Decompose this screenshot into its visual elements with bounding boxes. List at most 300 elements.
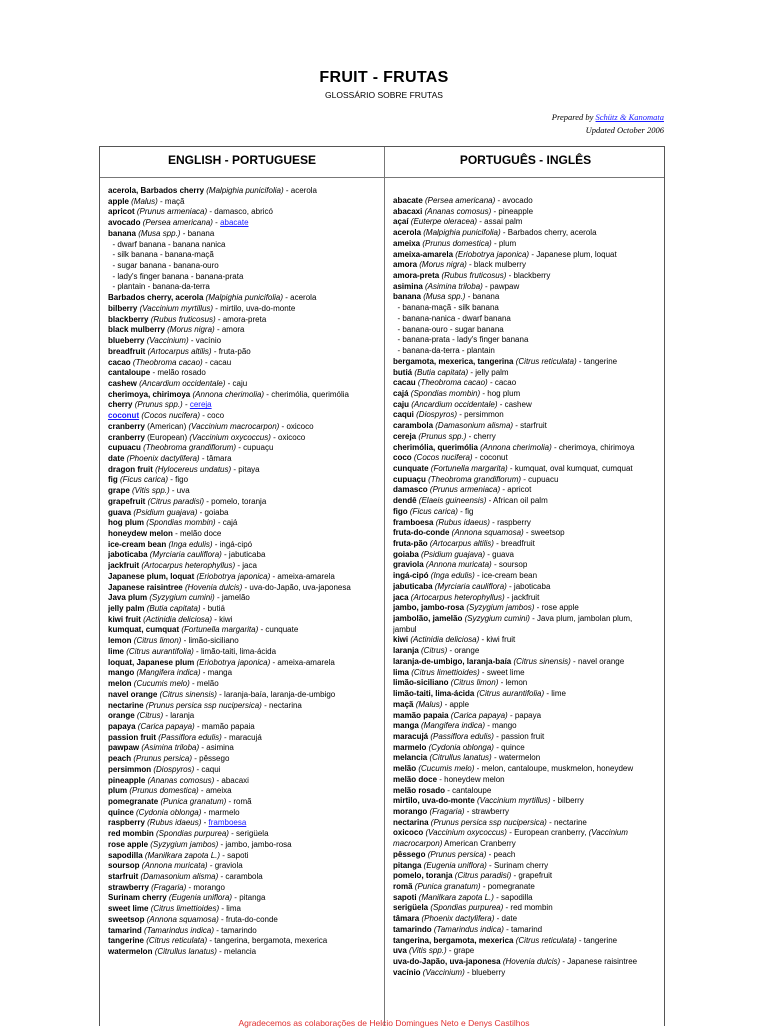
entry-scientific-name: (Vaccinium oxycoccus) [423, 828, 507, 838]
entry-term: romã [393, 882, 413, 891]
glossary-entry [393, 260, 663, 271]
entry-scientific-name: (Punica granatum) [158, 796, 227, 806]
entry-translation: - cupuaçu [236, 443, 274, 453]
entry-scientific-name: (Citrus aurantifolia) [124, 646, 194, 656]
entry-term: laranja-de-umbigo, laranja-baía [393, 656, 512, 666]
glossary-entry [108, 529, 380, 540]
entry-scientific-name: (Theobroma cacao) [130, 357, 203, 367]
entry-term: kiwi [393, 635, 409, 645]
entry-translation: - jackfruit [504, 592, 540, 602]
entry-translation: - apple [442, 699, 470, 709]
entry-scientific-name: (Malpighia punicifolia) [204, 186, 284, 195]
entry-translation: - kiwi fruit [479, 635, 516, 645]
entry-scientific-name: (Morus nigra) [164, 325, 215, 335]
entry-translation: - breadfruit [493, 539, 535, 548]
entry-term: Barbados cherry, acerola [108, 293, 204, 303]
entry-term: soursop [108, 861, 140, 871]
entry-term: orange [108, 711, 135, 721]
entry-scientific-name: (Prunus spp.) [416, 431, 467, 441]
entry-translation: - jaboticaba [506, 581, 551, 591]
entry-scientific-name: (Ficus carica) [117, 475, 169, 485]
entry-term: banana [108, 228, 137, 238]
entry-scientific-name: (Citrullus lanatus) [152, 947, 217, 957]
glossary-entry [108, 550, 380, 561]
entry-scientific-name: (Prunus domestica) [420, 238, 492, 248]
entry-translation: - rose apple [534, 603, 579, 613]
glossary-entry [393, 882, 663, 893]
entry-term: blueberry [108, 336, 145, 346]
entry-scientific-name: (Asimina triloba) [422, 281, 483, 291]
entry-scientific-name: (Artocarpus heterophyllus) [139, 561, 236, 571]
entry-translation: - uva-do-Japão, uva-japonesa [242, 582, 351, 592]
entry-scientific-name: (Prunus spp.) [132, 400, 183, 410]
entry-scientific-name: (Myrciaria cauliflora) [147, 550, 222, 560]
glossary-entry [108, 872, 380, 883]
entry-term: jambo, jambo-rosa [393, 603, 465, 613]
entry-translation: - acerola [283, 186, 317, 195]
entry-text: jambul [393, 624, 417, 634]
entry-translation: - cacau [202, 357, 232, 367]
entry-term: pomelo, toranja [393, 871, 453, 881]
entry-scientific-name: (Vaccinium) [144, 336, 189, 346]
glossary-entry [393, 743, 663, 754]
entry-translation: - melão rosado [150, 368, 206, 378]
glossary-entry [108, 818, 380, 829]
entry-translation: - damasco, abricó [207, 207, 273, 217]
entry-term: abacate [393, 196, 423, 205]
glossary-entry [393, 335, 663, 346]
glossary-entry [393, 903, 663, 914]
glossary-entry [108, 368, 380, 379]
entry-translation: - quince [493, 742, 525, 752]
entry-term: jelly palm [108, 604, 145, 614]
entry-term: cunquate [393, 463, 429, 473]
entry-term: Java plum [108, 593, 148, 603]
glossary-entry [108, 915, 380, 926]
glossary-table [99, 146, 665, 1026]
entry-scientific-name: (Morus nigra) [417, 260, 467, 270]
entry-translation: - Japanese plum, loquat [529, 249, 617, 259]
entry-scientific-name: (Prunus domestica) [127, 786, 199, 796]
glossary-entry [108, 358, 380, 369]
entry-qualifier: (European) [144, 432, 190, 442]
entry-scientific-name: (Malus) [128, 196, 158, 206]
entry-term: Surinam cherry [108, 893, 167, 903]
entry-term: marmelo [393, 742, 427, 752]
entry-scientific-name: (Citrus limettioides) [409, 667, 480, 677]
glossary-entry [108, 433, 380, 444]
entry-translation-link[interactable]: abacate [220, 218, 249, 228]
entry-term: bergamota, mexerica, tangerina [393, 356, 514, 366]
entry-scientific-name: (Fragaria) [427, 806, 465, 816]
entry-term: lime [108, 646, 125, 656]
glossary-entry [393, 410, 663, 421]
entry-scientific-name: (Tamarindus indica) [431, 924, 504, 934]
glossary-entry [393, 314, 663, 325]
glossary-entry [393, 786, 663, 797]
entry-term: carambola [393, 421, 434, 431]
entry-text: - silk banana - banana-maçã [108, 250, 214, 260]
entry-scientific-name: (Cocos nucifera) [411, 453, 473, 463]
entry-translation: - pitanga [232, 893, 266, 903]
entry-term: acerola, Barbados cherry [108, 186, 205, 195]
entry-translation: - avocado [495, 196, 533, 205]
entry-term: asimina [393, 281, 423, 291]
entry-scientific-name: (Prunus persica ssp nucipersica) [428, 817, 547, 827]
entry-translation: - bilberry [550, 796, 584, 806]
entry-scientific-name: (Annona squamosa) [449, 528, 524, 538]
entry-translation: - cajá [215, 518, 238, 528]
entry-term: manga [393, 721, 419, 731]
entry-translation: - laranja-baía, laranja-de-umbigo [216, 689, 336, 699]
glossary-entry [393, 485, 663, 496]
entry-term: jaca [393, 592, 409, 602]
entry-translation: - asimina [199, 743, 234, 753]
entry-translation: - [212, 218, 221, 228]
entry-scientific-name: (Actinidia deliciosa) [140, 614, 213, 624]
prepared-by-label: Prepared by [551, 112, 596, 122]
glossary-entry [108, 411, 380, 422]
entry-scientific-name: (Spondias purpurea) [428, 903, 504, 913]
entry-scientific-name: (Citrus aurantifolia) [474, 689, 545, 699]
entry-scientific-name: (Citrus limettioides) [148, 904, 220, 914]
entry-term: tamarind [108, 925, 142, 935]
glossary-entry [108, 904, 380, 915]
entry-scientific-name: (Syzygium jambos) [148, 839, 219, 849]
entry-translation: - passion fruit [493, 731, 545, 741]
glossary-entry [393, 292, 663, 303]
entry-translation: - mirtilo, uva-do-monte [213, 303, 296, 313]
updated-date: Updated October 2006 [585, 124, 664, 135]
entry-text: - sugar banana - banana-ouro [108, 261, 219, 271]
entry-scientific-name: (Rubus idaeus) [144, 818, 202, 828]
glossary-entry [393, 400, 663, 411]
glossary-entry [108, 658, 380, 669]
glossary-entry [393, 560, 663, 571]
portuguese-english-header: PORTUGUÊS - INGLÊS [459, 153, 592, 167]
entry-text: - dwarf banana - banana nanica [108, 239, 226, 249]
entry-translation: - watermelon [491, 753, 541, 763]
entry-scientific-name: (Psidium guajava) [418, 549, 486, 559]
glossary-entry [108, 186, 380, 197]
entry-translation: - caqui [194, 764, 221, 774]
entry-scientific-name: (Spondias purpurea) [153, 829, 229, 839]
entry-term: pitanga [393, 860, 422, 870]
entry-translation: - acerola [283, 293, 317, 303]
glossary-entry [393, 946, 663, 957]
entry-translation: - vacínio [188, 336, 222, 346]
entry-scientific-name: (Ancardium occidentale) [136, 378, 226, 388]
glossary-entry [108, 583, 380, 594]
glossary-entry [108, 947, 380, 958]
entry-scientific-name: (Butia capitata) [144, 604, 201, 614]
glossary-entry [393, 678, 663, 689]
entry-scientific-name: (Musa spp.) [421, 292, 466, 302]
entry-scientific-name: (Malus) [413, 699, 443, 709]
entry-scientific-name: (Artocarpus altilis) [427, 539, 494, 548]
entry-term: nectarina [393, 817, 429, 827]
entry-translation-link[interactable]: cereja [189, 400, 212, 410]
glossary-entry [108, 647, 380, 658]
entry-scientific-name: (Citrus reticulata) [144, 936, 208, 946]
entry-translation: - black mulberry [466, 260, 526, 270]
entry-term: lemon [108, 636, 132, 646]
glossary-entry [108, 851, 380, 862]
entry-translation: - Barbados cherry, acerola [500, 228, 597, 238]
entry-translation: - navel orange [570, 656, 625, 666]
glossary-entry [393, 936, 663, 947]
entry-translation: - grapefruit [511, 871, 553, 881]
entry-scientific-name: (Spondias mombin) [408, 388, 481, 398]
entry-term: apricot [108, 207, 135, 217]
english-portuguese-header: ENGLISH - PORTUGUESE [167, 153, 316, 167]
entry-term: peach [108, 754, 132, 764]
entry-scientific-name: (Annona muricata) [139, 861, 208, 871]
entry-translation: - kumquat, oval kumquat, cumquat [507, 463, 633, 473]
entry-term: watermelon [108, 947, 153, 957]
entry-translation: - peach [486, 849, 516, 859]
entry-scientific-name: (Syzygium cumini) [462, 614, 530, 624]
entry-term: kiwi fruit [108, 614, 141, 624]
entry-translation: - coco [200, 411, 225, 421]
entry-scientific-name: (Persea americana) [422, 196, 496, 205]
entry-scientific-name: (Tamarindus indica) [141, 925, 214, 935]
entry-term: pawpaw [108, 743, 140, 753]
entry-term: tâmara [393, 914, 420, 924]
glossary-entry [108, 926, 380, 937]
glossary-entry [393, 839, 663, 850]
glossary-entry [393, 196, 663, 207]
glossary-entry [108, 240, 380, 251]
entry-term: graviola [393, 560, 424, 570]
entry-translation: - nectarina [261, 700, 302, 710]
entry-term: cacau [393, 378, 416, 388]
glossary-entry [108, 593, 380, 604]
entry-translation: - sapodilla [493, 892, 533, 902]
glossary-entry [393, 282, 663, 293]
entry-term: pêssego [393, 849, 426, 859]
entry-term: black mulberry [108, 325, 165, 335]
entry-term: nectarine [108, 700, 144, 710]
entry-translation: - carambola [218, 872, 263, 881]
glossary-entry [393, 721, 663, 732]
entry-term: sweet lime [108, 904, 149, 914]
entry-scientific-name: (Prunus persica) [131, 754, 193, 764]
entry-translation: - manga [200, 668, 233, 678]
glossary-entry [393, 346, 663, 357]
entry-translation: - lemon [498, 678, 528, 688]
entry-translation: - papaya [507, 710, 542, 720]
entry-term: Japanese raisintree [108, 582, 183, 592]
glossary-entry [108, 690, 380, 701]
entry-translation: - serigüela [228, 829, 269, 839]
entry-translation: - tâmara [199, 453, 232, 463]
entry-scientific-name: (Cucumis melo) [416, 764, 475, 774]
entry-translation: - ameixa-amarela [270, 571, 335, 581]
entry-term: sapoti [393, 892, 417, 902]
glossary-entry [393, 646, 663, 657]
entry-scientific-name: (Elaeis guineensis) [416, 496, 487, 506]
entry-scientific-name: (Rubus fruticosus) [148, 314, 216, 324]
entry-scientific-name: (Citrullus lanatus) [427, 753, 492, 763]
glossary-entry [108, 250, 380, 261]
entry-scientific-name: (Myrciaria cauliflora) [432, 581, 507, 591]
glossary-entry [393, 228, 663, 239]
entry-scientific-name: (Manilkara zapota L.) [142, 850, 221, 860]
entry-translation: - tamarind [503, 924, 543, 934]
glossary-entry [108, 486, 380, 497]
glossary-entry [393, 753, 663, 764]
entry-scientific-name: (Musa spp.) [136, 228, 181, 238]
glossary-entry [108, 443, 380, 454]
entry-translation: - melancia [216, 947, 257, 957]
entry-scientific-name: (Syzygium cumini) [147, 593, 215, 603]
entry-scientific-name: (Citrus) [418, 646, 448, 656]
entry-scientific-name: (Actinidia deliciosa) [408, 635, 480, 645]
entry-scientific-name: (Ananas comosus) [145, 775, 215, 785]
entry-scientific-name: (Manilkara zapota L.) [416, 892, 494, 902]
glossary-entry [108, 765, 380, 776]
glossary-entry [393, 303, 663, 314]
entry-scientific-name: (Eugenia uniflora) [421, 860, 487, 870]
authors-link[interactable]: Schütz & Kanomata [595, 112, 664, 122]
entry-scientific-name: (Asimina triloba) [139, 743, 200, 753]
entry-translation: - cherimoya, chirimoya [551, 442, 635, 452]
entry-term: abacaxi [393, 206, 423, 216]
entry-scientific-name: (Citrus) [134, 711, 164, 721]
entry-translation: - tangerine [576, 356, 618, 366]
entry-scientific-name: (Eriobotrya japonica) [194, 571, 271, 581]
entry-scientific-name: (Vaccinium oxycoccus) [189, 432, 271, 442]
entry-term: amora [393, 260, 418, 270]
glossary-entry [393, 914, 663, 925]
entry-term: figo [393, 506, 408, 516]
entry-translation: - pitaya [231, 464, 260, 474]
glossary-entry [393, 357, 663, 368]
glossary-entry [108, 261, 380, 272]
entry-term: serigüela [393, 903, 429, 913]
entry-term: mirtilo, uva-do-monte [393, 796, 475, 806]
entry-term: apple [108, 196, 129, 206]
entry-translation: - pêssego [192, 754, 230, 764]
glossary-entry [393, 850, 663, 861]
entry-term: cherimoya, chirimoya [108, 389, 191, 399]
entry-term: acerola [393, 228, 422, 238]
entry-translation: - soursop [491, 560, 528, 570]
entry-scientific-name: (Theobroma grandiflorum) [425, 474, 522, 484]
entry-scientific-name: (Vaccinium myrtillus) [137, 303, 214, 313]
entry-term: sapodilla [108, 850, 143, 860]
glossary-entry [393, 518, 663, 529]
entry-scientific-name: (Theobroma grandiflorum) [140, 443, 237, 453]
entry-scientific-name: (Cocos nucifera) [139, 411, 201, 421]
entry-translation: American Cranberry [442, 839, 516, 849]
entry-translation: - red mombin [503, 903, 553, 913]
entry-translation: - pineapple [491, 206, 534, 216]
glossary-entry [393, 475, 663, 486]
entry-term: melon [108, 679, 132, 689]
entry-term: cupuaçu [393, 474, 426, 484]
entry-scientific-name: (Cydonia oblonga) [426, 742, 494, 752]
glossary-entry [393, 239, 663, 250]
entry-translation: - amora [214, 325, 245, 335]
glossary-entry [393, 250, 663, 261]
glossary-entry [108, 315, 380, 326]
entry-translation: - oxicoco [279, 421, 314, 431]
entry-term: lima [393, 667, 410, 677]
entry-scientific-name: (Vaccinium macrocarpon) [188, 421, 280, 431]
entry-translation: - pomegranate [480, 882, 535, 891]
entry-scientific-name: (Fortunella margarita) [428, 463, 508, 473]
entry-term: grape [108, 486, 130, 496]
entry-translation: - oxicoco [270, 432, 306, 442]
entry-translation: - tangerine [576, 935, 618, 945]
glossary-entry [108, 347, 380, 358]
entry-translation: - cantaloupe [445, 785, 492, 795]
glossary-entry [393, 711, 663, 722]
glossary-entry [108, 390, 380, 401]
entry-scientific-name: (Vitis spp.) [406, 946, 447, 956]
entry-translation: - plum [491, 238, 517, 248]
entry-translation: - nectarine [546, 817, 587, 827]
entry-scientific-name: (Malpighia punicifolia) [421, 228, 501, 238]
glossary-entry [393, 968, 663, 979]
entry-term: plum [108, 786, 128, 796]
entry-translation: - melão [189, 679, 219, 689]
glossary-entry [108, 293, 380, 304]
entry-translation: - tangerina, bergamota, mexerica [207, 936, 328, 946]
entry-scientific-name: (Syzygium jambos) [464, 603, 535, 613]
entry-term: ameixa-amarela [393, 249, 454, 259]
entry-term: tangerina, bergamota, mexerica [393, 935, 514, 945]
entry-term: papaya [108, 721, 136, 731]
entry-term: fruta-pão [393, 539, 428, 548]
entry-translation: - apricot [500, 485, 532, 495]
entry-translation: - cherimólia, querimólia [264, 389, 349, 399]
entry-term: guava [108, 507, 132, 517]
glossary-entry [393, 528, 663, 539]
entry-translation: - raspberry [489, 517, 531, 527]
glossary-entry [108, 422, 380, 433]
entry-term: persimmon [108, 764, 152, 774]
glossary-entry [108, 336, 380, 347]
entry-translation: - [201, 818, 209, 828]
entry-scientific-name: (Cucumis melo) [131, 679, 190, 689]
entry-scientific-name: (Euterpe oleracea) [408, 217, 478, 227]
column-divider [384, 147, 385, 1026]
glossary-entry [108, 465, 380, 476]
entry-scientific-name: (Damasonium alisma) [433, 421, 514, 431]
glossary-entry [393, 496, 663, 507]
entry-scientific-name: (Mangifera indica) [134, 668, 201, 678]
glossary-entry [393, 657, 663, 668]
glossary-entry [108, 733, 380, 744]
entry-translation-link[interactable]: framboesa [208, 818, 247, 828]
glossary-entry [393, 271, 663, 282]
glossary-entry [393, 571, 663, 582]
entry-scientific-name: (Carica papaya) [135, 721, 195, 731]
glossary-entry [393, 593, 663, 604]
entry-scientific-name: (Vaccinium [588, 828, 628, 838]
glossary-entry [108, 561, 380, 572]
glossary-entry [108, 797, 380, 808]
glossary-entry [108, 475, 380, 486]
entry-scientific-name: (Ficus carica) [407, 506, 458, 516]
entry-term-link[interactable]: coconut [108, 411, 140, 421]
entry-translation: - marmelo [201, 807, 240, 817]
entry-scientific-name: (Diospyros) [151, 764, 195, 774]
entry-term: red mombin [108, 829, 154, 839]
